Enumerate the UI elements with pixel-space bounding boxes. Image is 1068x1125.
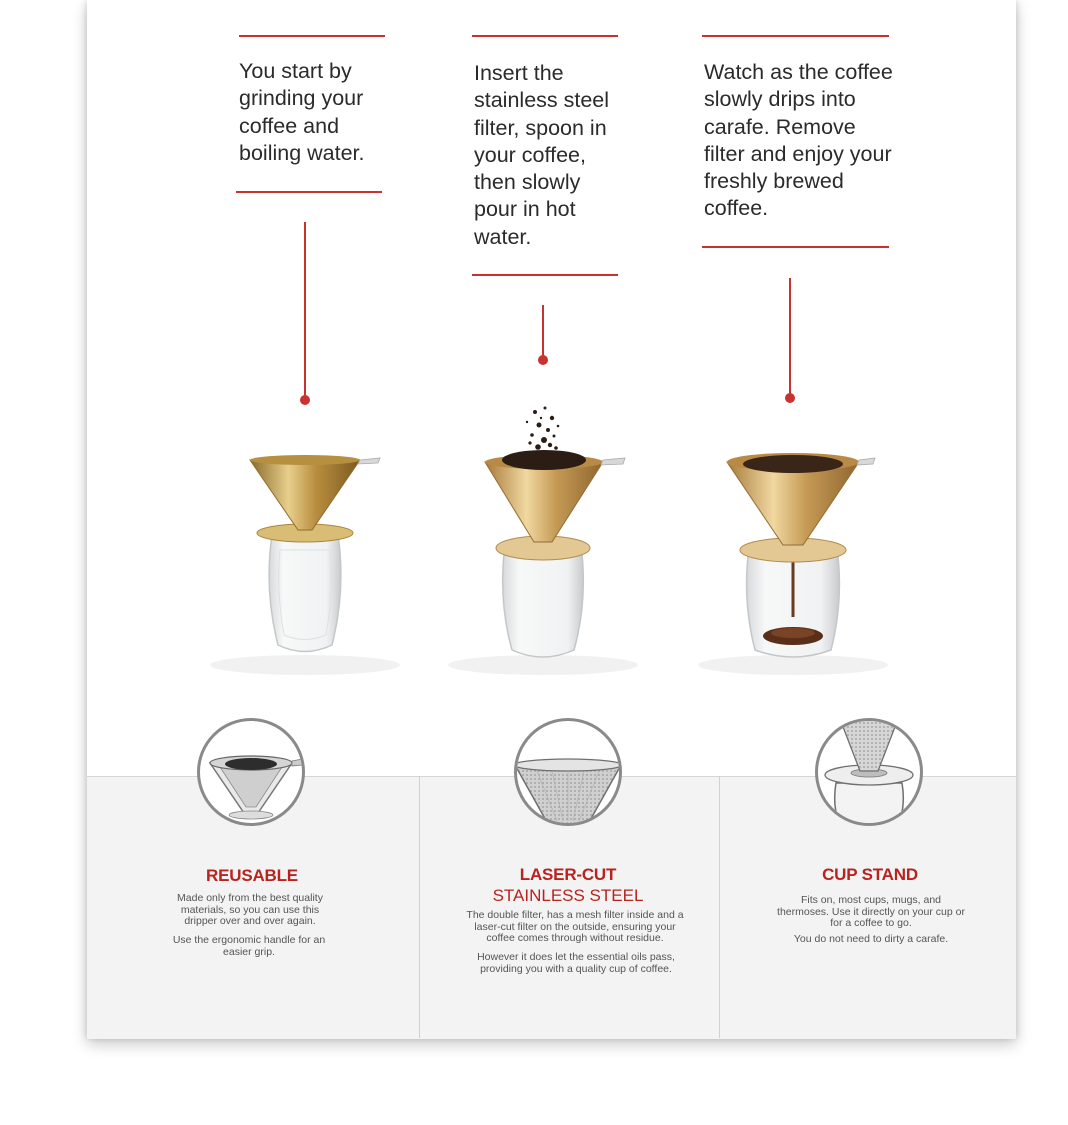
step3-text: Watch as the coffee slowly drips into carafe. Remove filter and enjoy your freshly brewed coffee. [704, 60, 893, 221]
dripper-on-glass-empty-image [200, 440, 410, 680]
step1-text: You start by grinding your coffee and boiling water. [239, 59, 365, 165]
step3-bottom-rule [702, 246, 889, 248]
feature3-title: CUP STAND [822, 865, 918, 884]
mesh-filter-icon [514, 718, 622, 826]
step3-dot [785, 393, 795, 403]
feature1-para1: Made only from the best quality materials, so you can use this dripper over and over again. [177, 892, 323, 927]
step2-dot [538, 355, 548, 365]
step2-connector [542, 305, 544, 360]
step2-text: Insert the stainless steel filter, spoon in your coffee, then slowly pour in hot water. [474, 61, 610, 249]
step2-bottom-rule [472, 274, 618, 276]
step1-dot [300, 395, 310, 405]
feature2-title: LASER-CUT [519, 865, 617, 884]
cup-stand-icon [815, 718, 923, 826]
step1-top-rule [239, 35, 385, 37]
dripper-brewing-image [695, 440, 905, 680]
features-divider-1 [419, 776, 420, 1038]
feature2-para1: The double filter, has a mesh filter inside and a laser-cut filter on the outside, ensuring your coffee comes through without residue. [466, 909, 684, 944]
dripper-with-grounds-image [440, 400, 650, 680]
step3-top-rule [702, 35, 889, 37]
feature2-para2: However it does let the essential oils pass, providing you with a quality cup of coffee. [477, 951, 675, 975]
dripper-handle-icon [197, 718, 305, 826]
step1-connector [304, 222, 306, 400]
step3-connector [789, 278, 791, 398]
feature1-para2: Use the ergonomic handle for an easier grip. [172, 934, 326, 958]
feature1-title: REUSABLE [206, 866, 298, 885]
features-divider-2 [719, 776, 720, 1038]
feature3-para1: Fits on, most cups, mugs, and thermoses. Use it directly on your cup or for a coffee to go. [777, 894, 965, 929]
step1-bottom-rule [236, 191, 382, 193]
feature3-para2: You do not need to dirty a carafe. [793, 933, 949, 945]
step2-top-rule [472, 35, 618, 37]
feature2-subtitle: STAINLESS STEEL [492, 886, 644, 905]
